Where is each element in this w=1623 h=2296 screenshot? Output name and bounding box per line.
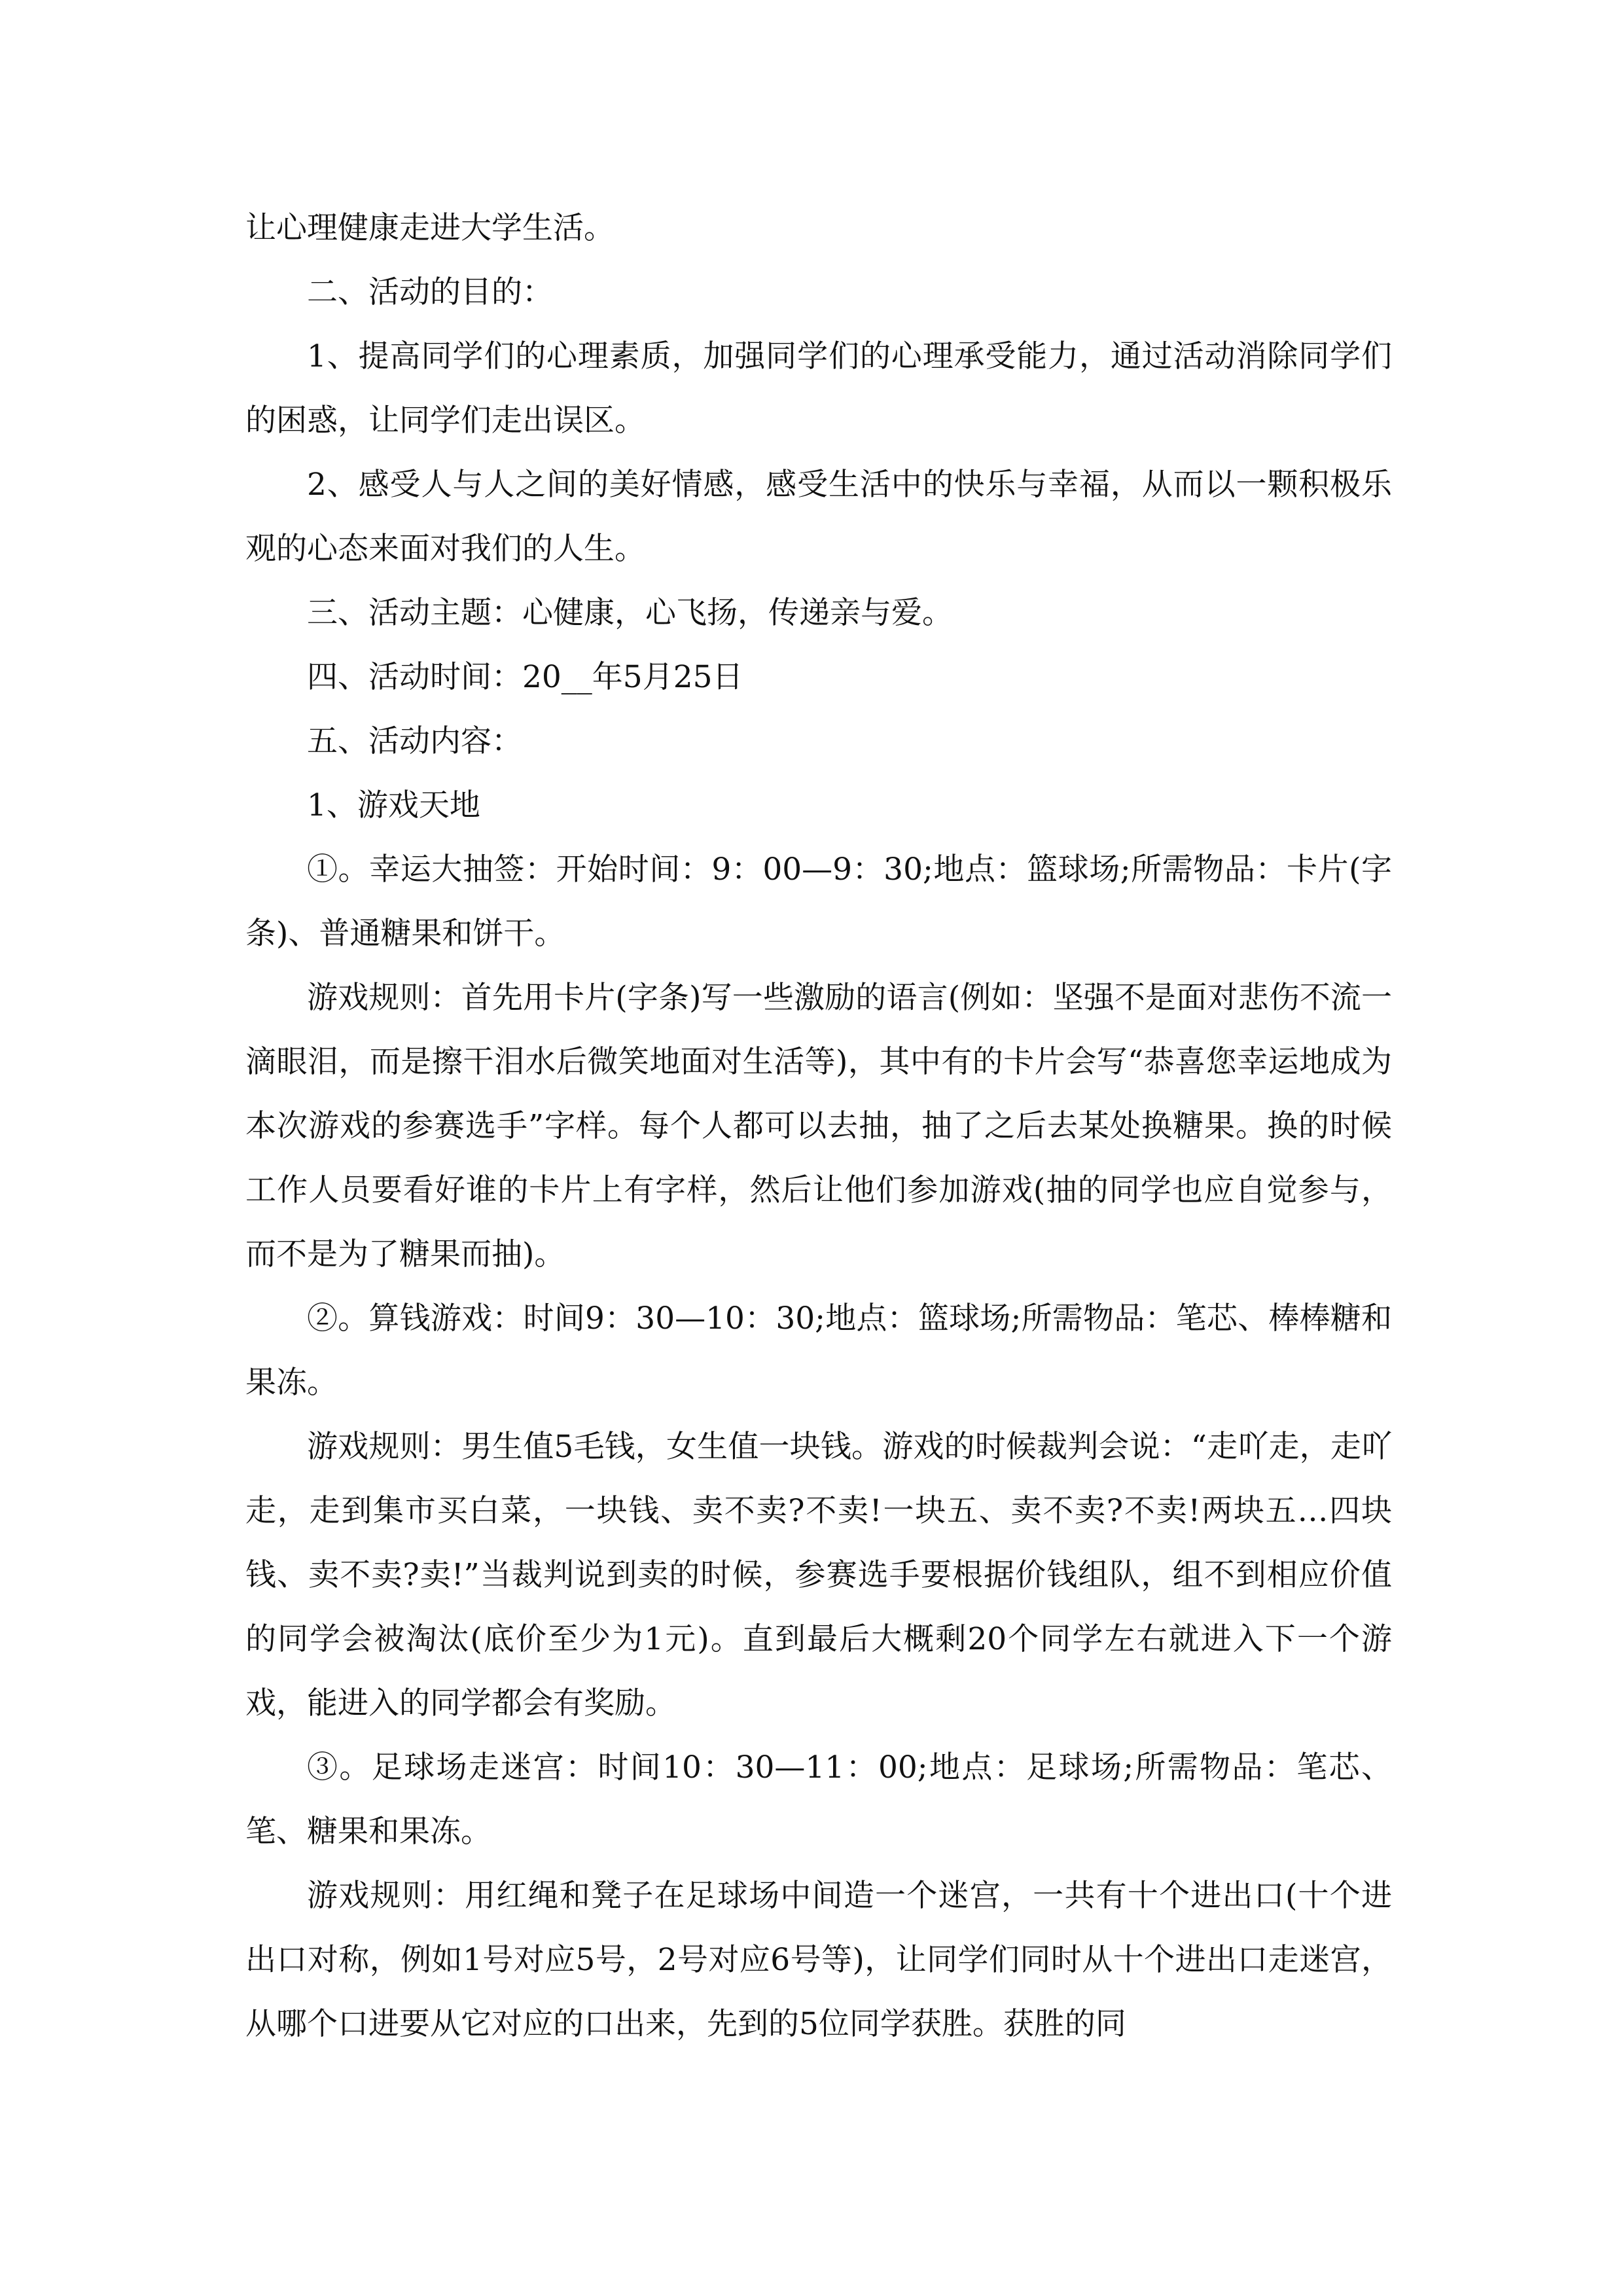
paragraph-maze-game: ③。足球场走迷宫：时间10：30—11：00;地点：足球场;所需物品：笔芯、笔、糖果和果冻。 bbox=[245, 1749, 1392, 1850]
paragraph-maze-game-rules: 游戏规则：用红绳和凳子在足球场中间造一个迷宫，一共有十个进出口(十个进出口对称，例如1号对应5号，2号对应6号等)，让同学们同时从十个进出口走迷宫，从哪个口进要从它对应的口出来，先到的5位同学获胜。获胜的同 bbox=[245, 1878, 1392, 2042]
paragraph-purpose-2: 2、感受人与人之间的美好情感，感受生活中的快乐与幸福，从而以一颗积极乐观的心态来面对我们的人生。 bbox=[245, 467, 1392, 567]
paragraph-lucky-draw: ①。幸运大抽签：开始时间：9：00—9：30;地点：篮球场;所需物品：卡片(字条)、普通糖果和饼干。 bbox=[245, 852, 1392, 952]
paragraph-money-game: ②。算钱游戏：时间9：30—10：30;地点：篮球场;所需物品：笔芯、棒棒糖和果冻。 bbox=[245, 1300, 1392, 1401]
heading-activity-theme: 三、活动主题：心健康，心飞扬，传递亲与爱。 bbox=[307, 595, 953, 631]
paragraph-purpose-1: 1、提高同学们的心理素质，加强同学们的心理承受能力，通过活动消除同学们的困惑，让同学们走出误区。 bbox=[245, 338, 1392, 439]
heading-activity-purpose: 二、活动的目的： bbox=[307, 274, 553, 310]
paragraph-money-game-rules: 游戏规则：男生值5毛钱，女生值一块钱。游戏的时候裁判会说：“走吖走，走吖走，走到集市买白菜，一块钱、卖不卖?不卖!一块五、卖不卖?不卖!两块五…四块钱、卖不卖?卖!”当裁判说到卖的时候，参赛选手要根据价钱组队，组不到相应价值的同学会被淘汰(底价至少为1元)。直到最后大概剩20个同学左右就进入下一个游戏，能进入的同学都会有奖励。 bbox=[245, 1429, 1392, 1721]
heading-activity-time: 四、活动时间：20__年5月25日 bbox=[307, 659, 743, 695]
document-body bbox=[245, 196, 1392, 2056]
paragraph-intro-continuation: 让心理健康走进大学生活。 bbox=[245, 210, 615, 246]
subheading-game-world: 1、游戏天地 bbox=[307, 787, 480, 823]
heading-activity-content: 五、活动内容： bbox=[307, 723, 522, 759]
paragraph-lucky-draw-rules: 游戏规则：首先用卡片(字条)写一些激励的语言(例如：坚强不是面对悲伤不流一滴眼泪，而是擦干泪水后微笑地面对生活等)，其中有的卡片会写“恭喜您幸运地成为本次游戏的参赛选手”字样。每个人都可以去抽，抽了之后去某处换糖果。换的时候工作人员要看好谁的卡片上有字样，然后让他们参加游戏(抽的同学也应自觉参与，而不是为了糖果而抽)。 bbox=[245, 980, 1392, 1272]
